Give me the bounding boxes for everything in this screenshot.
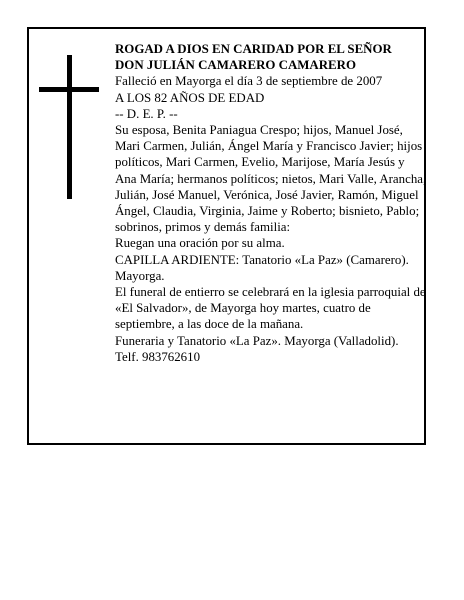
- obituary-title-line-1: ROGAD A DIOS EN CARIDAD POR EL SEÑOR: [115, 42, 392, 56]
- age-at-death: A LOS 82 AÑOS DE EDAD: [115, 90, 265, 105]
- funeral-info: El funeral de entierro se celebrará en la iglesia parroquial de «El Salvador», de Mayorga hoy martes, cuatro de septiembre, a las doce de la mañana.: [115, 285, 426, 332]
- family-list: Su esposa, Benita Paniagua Crespo; hijos, Manuel José, Mari Carmen, Julián, Ángel María y Francisco Javier; hijos políticos, Mari Carmen, Evelio, Marijose, María Jesús y Ana María; hermanos políticos; nietos, Mari Valle, Arancha, Julián, José Manuel, Verónica, José Javier, Ramón, Miguel Ángel, Claudia, Virginia, Jaime y Roberto; bisnieto, Pablo; sobrinos, primos y demás familia:: [115, 123, 427, 235]
- cross-vertical-bar: [67, 55, 72, 199]
- funeral-home: Funeraria y Tanatorio «La Paz». Mayorga (Valladolid).: [115, 333, 399, 348]
- chapel-info: CAPILLA ARDIENTE: Tanatorio «La Paz» (Camarero). Mayorga.: [115, 252, 409, 283]
- obituary-title-line-2: DON JULIÁN CAMARERO CAMARERO: [115, 58, 356, 73]
- obituary-text: [115, 41, 427, 365]
- cross-icon: [39, 55, 99, 199]
- phone-number: Telf. 983762610: [115, 349, 201, 364]
- death-info: Falleció en Mayorga el día 3 de septiembre de 2007: [115, 74, 383, 89]
- rest-in-peace: -- D. E. P. --: [115, 106, 178, 121]
- obituary-notice-frame: [27, 27, 426, 445]
- cross-horizontal-bar: [39, 87, 99, 92]
- prayer-request: Ruegan una oración por su alma.: [115, 236, 285, 251]
